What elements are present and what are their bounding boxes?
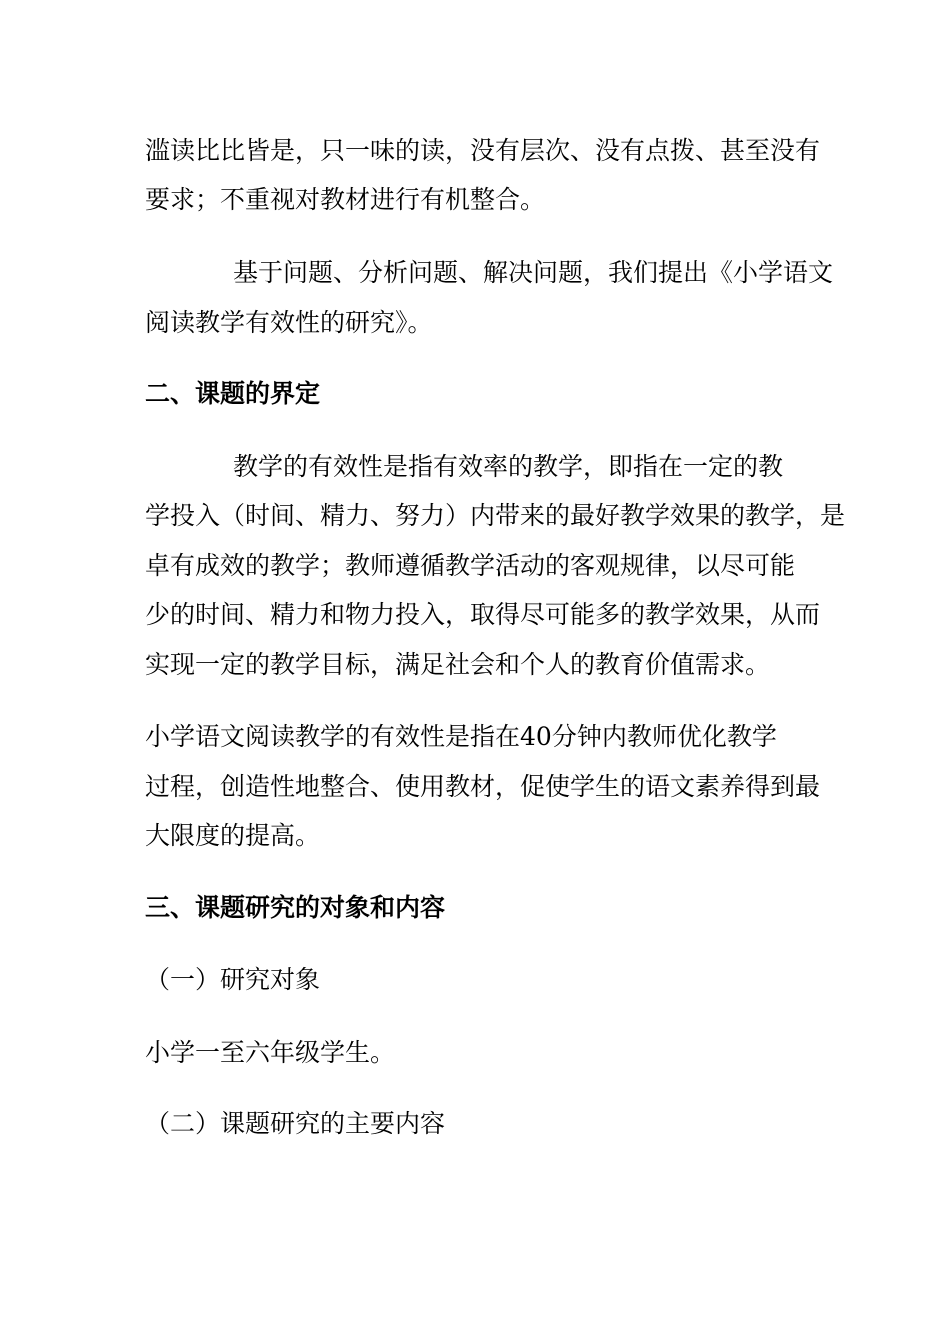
paragraph-line: 实现一定的教学目标，满足社会和个人的教育价值需求。 (145, 650, 771, 679)
subsection-heading: （二）课题研究的主要内容 (145, 1109, 446, 1138)
paragraph-line: 大限度的提高。 (145, 821, 321, 850)
paragraph-line: 阅读教学有效性的研究》。 (145, 308, 433, 337)
paragraph-line: 过程，创造性地整合、使用教材，促使学生的语文素养得到最 (145, 772, 821, 801)
paragraph-line: 小学一至六年级学生。 (145, 1038, 396, 1067)
paragraph-line: 滥读比比皆是，只一味的读，没有层次、没有点拨、甚至没有 (145, 136, 821, 165)
paragraph-line: 要求；不重视对教材进行有机整合。 (145, 185, 546, 214)
paragraph-line: 少的时间、精力和物力投入，取得尽可能多的教学效果，从而 (145, 600, 821, 629)
section-heading: 三、课题研究的对象和内容 (145, 893, 446, 922)
section-heading: 二、课题的界定 (145, 379, 321, 408)
paragraph-line: 基于问题、分析问题、解决问题，我们提出《小学语文 (233, 258, 834, 287)
paragraph-line: 学投入（时间、精力、努力）内带来的最好教学效果的教学，是 (145, 501, 846, 530)
paragraph-line: 小学语文阅读教学的有效性是指在40分钟内教师优化教学 (145, 722, 777, 751)
paragraph-line: 教学的有效性是指有效率的教学，即指在一定的教 (233, 452, 784, 481)
paragraph-line: 卓有成效的教学；教师遵循教学活动的客观规律，以尽可能 (145, 551, 796, 580)
subsection-heading: （一）研究对象 (145, 965, 321, 994)
